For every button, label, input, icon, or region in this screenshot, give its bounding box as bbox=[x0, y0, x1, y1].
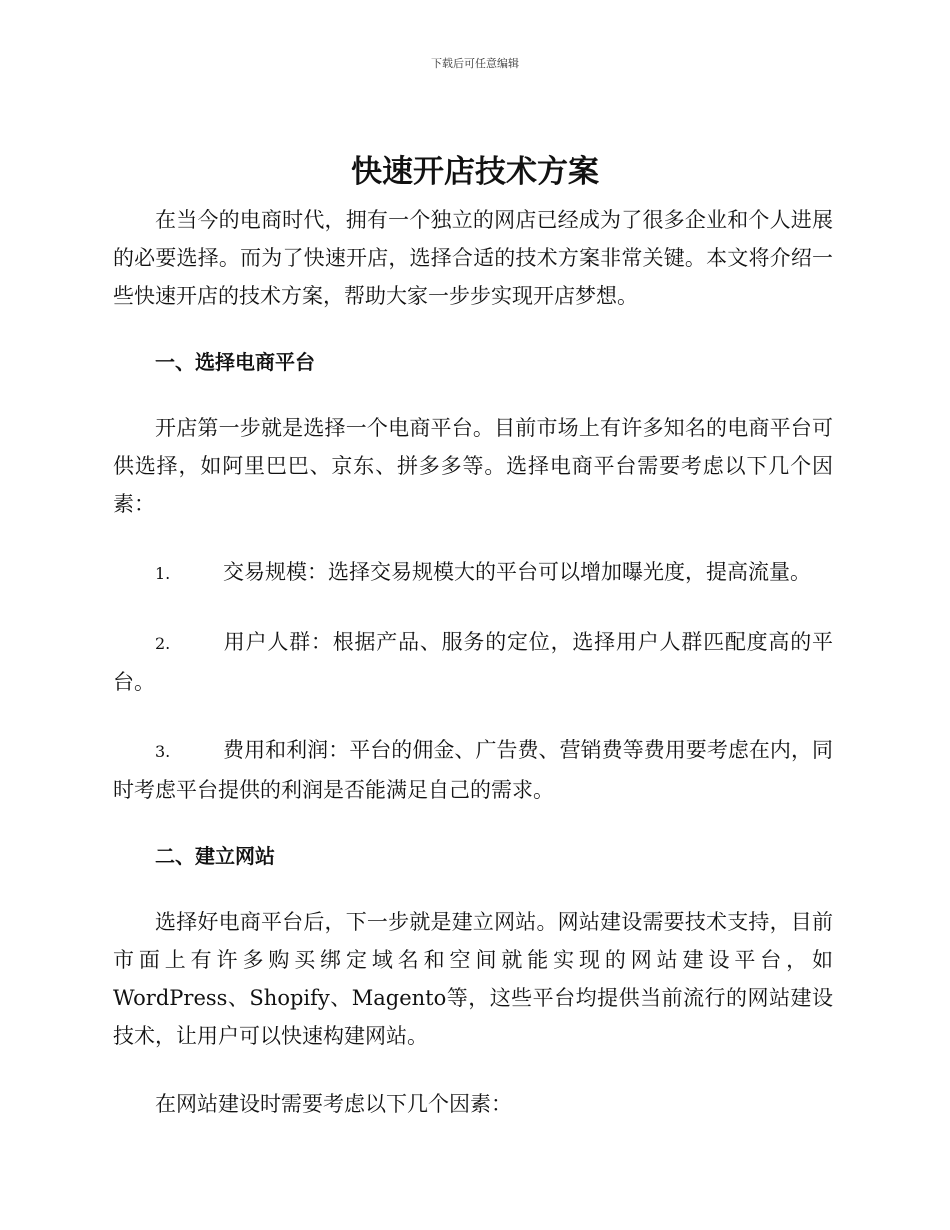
list-item-text: 交易规模：选择交易规模大的平台可以增加曝光度，提高流量。 bbox=[223, 560, 811, 584]
document-body bbox=[113, 201, 833, 1123]
list-number: 2. bbox=[155, 634, 171, 653]
list-item bbox=[113, 553, 833, 593]
website-paragraph: 选择好电商平台后，下一步就是建立网站。网站建设需要技术支持，目前市面上有许多购买绑定域名和空间就能实现的网站建设平台，如WordPress、Shopify、Magento等，这些平台均提供当前流行的网站建设技术，让用户可以快速构建网站。 bbox=[113, 910, 833, 1048]
intro-paragraph: 在当今的电商时代，拥有一个独立的网店已经成为了很多企业和个人进展的必要选择。而为了快速开店，选择合适的技术方案非常关键。本文将介绍一些快速开店的技术方案，帮助大家一步步实现开店梦想。 bbox=[113, 208, 833, 308]
list-item-text: 用户人群：根据产品、服务的定位，选择用户人群匹配度高的平台。 bbox=[113, 630, 833, 694]
list-number: 3. bbox=[155, 742, 171, 761]
list-item bbox=[113, 623, 833, 701]
website-factors-paragraph: 在网站建设时需要考虑以下几个因素： bbox=[155, 1092, 512, 1116]
list-item-text: 费用和利润：平台的佣金、广告费、营销费等费用要考虑在内，同时考虑平台提供的利润是否能满足自己的需求。 bbox=[113, 738, 833, 802]
list-item bbox=[113, 731, 833, 809]
document-title: 快速开店技术方案 bbox=[351, 154, 599, 190]
page-header-note: 下载后可任意编辑 bbox=[431, 57, 519, 70]
list-number: 1. bbox=[155, 564, 171, 583]
section-heading-website: 二、建立网站 bbox=[155, 844, 275, 868]
section-heading-platform: 一、选择电商平台 bbox=[155, 350, 315, 374]
platform-paragraph: 开店第一步就是选择一个电商平台。目前市场上有许多知名的电商平台可供选择，如阿里巴巴、京东、拼多多等。选择电商平台需要考虑以下几个因素： bbox=[113, 416, 833, 516]
